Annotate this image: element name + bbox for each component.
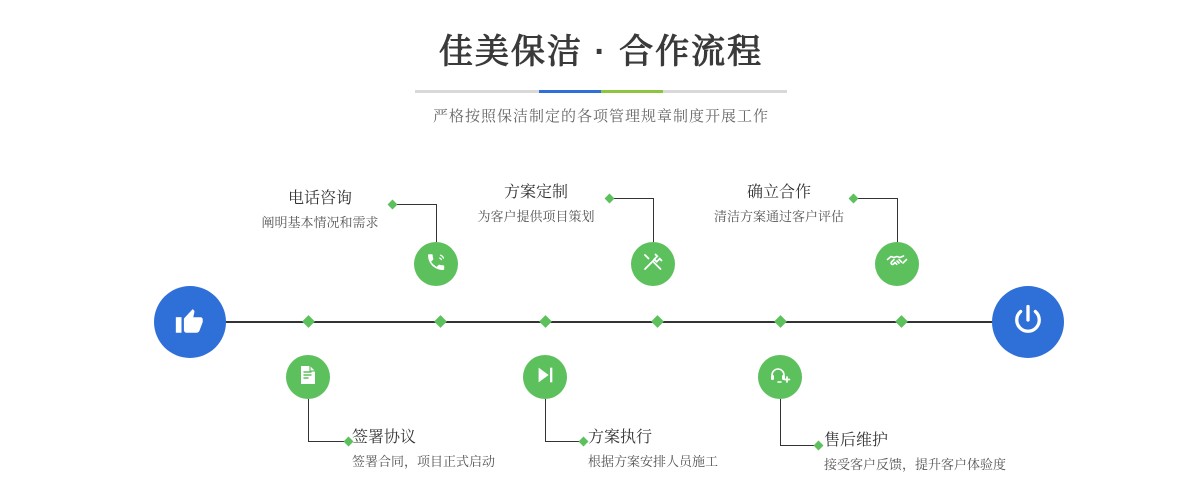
step-desc: 根据方案安排人员施工 bbox=[588, 454, 719, 469]
axis-marker bbox=[539, 315, 552, 328]
header bbox=[0, 28, 1202, 126]
step-desc: 为客户提供项目策划 bbox=[477, 209, 595, 224]
connector-line bbox=[392, 204, 436, 205]
step-label-plan-customize bbox=[466, 182, 606, 227]
connector-tip bbox=[814, 441, 824, 451]
play-forward-icon bbox=[534, 364, 556, 391]
step-title: 售后维护 bbox=[824, 432, 889, 449]
end-node[interactable] bbox=[992, 286, 1064, 358]
connector-tip bbox=[605, 194, 615, 204]
connector-line bbox=[436, 204, 437, 242]
step-title: 方案执行 bbox=[588, 429, 653, 446]
customer-service-add-icon bbox=[768, 363, 792, 392]
document-edit-icon bbox=[296, 363, 320, 392]
step-icon-sign-agreement[interactable] bbox=[286, 355, 330, 399]
step-label-phone-consult bbox=[250, 188, 390, 233]
step-desc: 签署合同，项目正式启动 bbox=[352, 454, 496, 469]
step-icon-plan-execute[interactable] bbox=[523, 355, 567, 399]
axis-marker bbox=[651, 315, 664, 328]
axis-marker bbox=[895, 315, 908, 328]
step-icon-plan-customize[interactable] bbox=[631, 242, 675, 286]
axis-marker bbox=[302, 315, 315, 328]
page-title: 佳美保洁 · 合作流程 bbox=[438, 33, 764, 71]
step-title: 确立合作 bbox=[746, 184, 811, 201]
connector-line bbox=[308, 441, 348, 442]
step-title: 电话咨询 bbox=[287, 190, 352, 207]
connector-line bbox=[308, 399, 309, 441]
step-icon-establish-cooperation[interactable] bbox=[875, 242, 919, 286]
connector-tip bbox=[579, 437, 589, 447]
connector-line bbox=[897, 198, 898, 242]
power-icon bbox=[1010, 302, 1046, 343]
connector-line bbox=[609, 198, 653, 199]
tools-icon bbox=[641, 250, 665, 279]
step-label-establish-cooperation bbox=[706, 182, 852, 227]
step-label-plan-execute bbox=[588, 427, 788, 472]
step-title: 签署协议 bbox=[352, 429, 417, 446]
divider-segment-green bbox=[601, 90, 663, 93]
axis-marker bbox=[774, 315, 787, 328]
connector-line bbox=[545, 399, 546, 441]
divider-segment-blue bbox=[539, 90, 601, 93]
connector-line bbox=[853, 198, 897, 199]
step-title: 方案定制 bbox=[503, 184, 568, 201]
step-icon-after-sales[interactable] bbox=[758, 355, 802, 399]
connector-line bbox=[780, 399, 781, 445]
handshake-icon bbox=[885, 250, 909, 279]
axis-marker bbox=[434, 315, 447, 328]
step-label-sign-agreement bbox=[352, 427, 552, 472]
title-divider bbox=[415, 90, 787, 93]
start-node[interactable] bbox=[154, 286, 226, 358]
step-desc: 接受客户反馈，提升客户体验度 bbox=[824, 457, 1007, 472]
phone-call-icon bbox=[424, 250, 448, 279]
step-label-after-sales bbox=[824, 430, 1054, 475]
page-subtitle: 严格按照保洁制定的各项管理规章制度开展工作 bbox=[432, 108, 769, 125]
step-desc: 清洁方案通过客户评估 bbox=[713, 209, 844, 224]
step-desc: 阐明基本情况和需求 bbox=[261, 215, 379, 230]
step-icon-phone-consult[interactable] bbox=[414, 242, 458, 286]
timeline-axis bbox=[160, 321, 1048, 323]
thumbs-up-icon bbox=[173, 303, 207, 342]
connector-line bbox=[653, 198, 654, 242]
